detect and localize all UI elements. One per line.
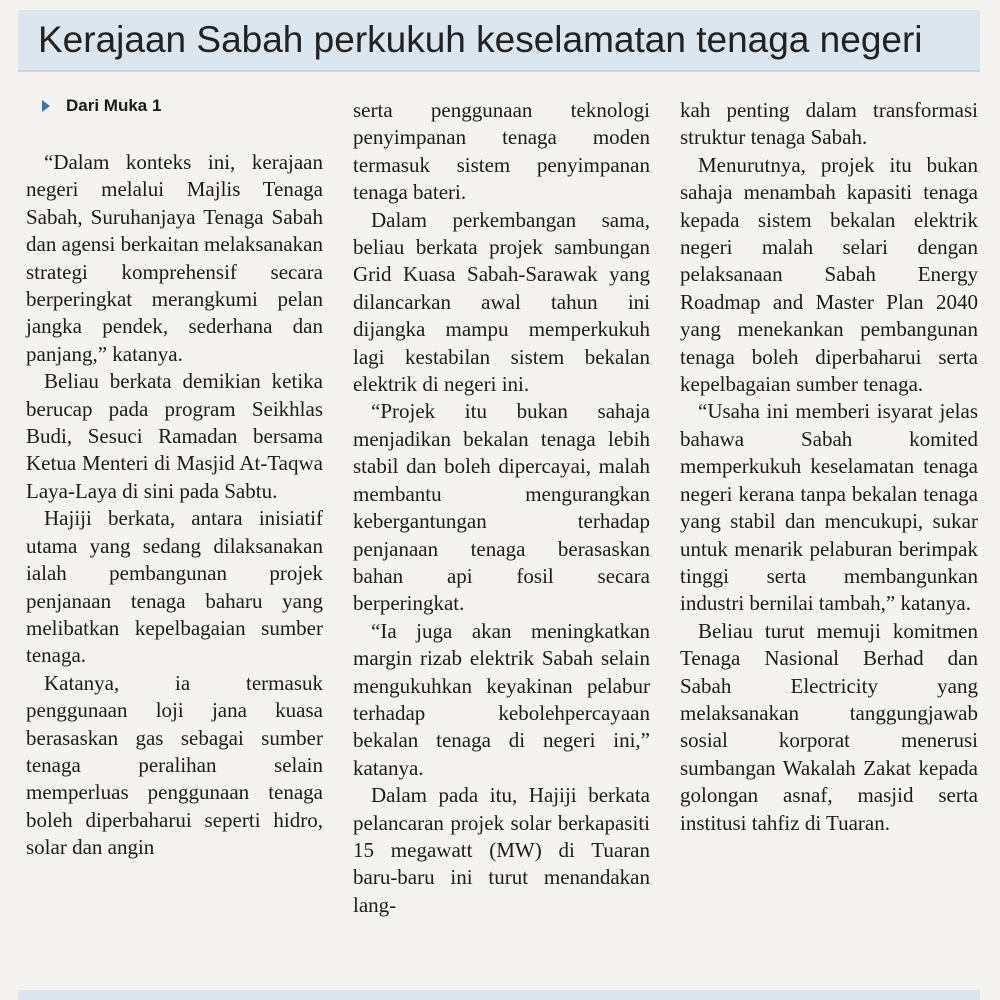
paragraph: Dalam perkembangan sama, beliau berkata projek sambungan Grid Kuasa Sabah-Sarawak yang dilancarkan awal tahun ini dijangka mampu memperkukuh lagi kestabilan sistem bekalan elektrik di negeri ini. bbox=[353, 207, 650, 397]
paragraph: “Usaha ini memberi isyarat jelas bahawa Sabah komited memperkukuh keselamatan tenaga negeri kerana tanpa bekalan tenaga yang stabil dan mencukupi, sukar untuk menarik pelaburan berimpak tinggi serta membangunkan industri bernilai tambah,” katanya. bbox=[680, 399, 978, 616]
paragraph: Dalam pada itu, Hajiji berkata pelancaran projek solar berkapasiti 15 megawatt (MW) di Tuaran baru-baru ini turut menandakan lang- bbox=[353, 783, 650, 917]
paragraph: Menurutnya, projek itu bukan sahaja menambah kapasiti tenaga kepada sistem bekalan elektrik negeri malah selari dengan pelaksanaan Sabah Energy Roadmap and Master Plan 2040 yang menekankan pembangunan tenaga boleh diperbaharui serta kepelbagaian sumber tenaga. bbox=[680, 152, 978, 397]
article-column-3 bbox=[680, 97, 978, 837]
paragraph: serta penggunaan teknologi penyimpanan tenaga moden termasuk sistem penyimpanan tenaga bateri. bbox=[353, 98, 650, 205]
headline-bar bbox=[18, 10, 980, 72]
headline: Kerajaan Sabah perkukuh keselamatan tenaga negeri bbox=[38, 19, 923, 60]
triangle-icon bbox=[42, 100, 50, 112]
bottom-bar bbox=[18, 990, 980, 1000]
continued-from-label: Dari Muka 1 bbox=[66, 96, 162, 115]
paragraph: Hajiji berkata, antara inisiatif utama yang sedang dilaksanakan ialah pembangunan projek penjanaan tenaga baharu yang melibatkan kepelbagaian sumber tenaga. bbox=[26, 506, 323, 668]
article-column-2 bbox=[353, 97, 650, 919]
paragraph: “Projek itu bukan sahaja menjadikan bekalan tenaga lebih stabil dan boleh dipercayai, malah membantu mengurangkan kebergantungan terhadap penjanaan tenaga berasaskan bahan api fosil secara berperingkat. bbox=[353, 399, 650, 616]
paragraph: “Dalam konteks ini, kerajaan negeri melalui Majlis Tenaga Sabah, Suruhanjaya Tenaga Sabah dan agensi berkaitan melaksanakan strategi komprehensif secara berperingkat merangkumi pelan jangka pendek, sederhana dan panjang,” katanya. bbox=[26, 150, 323, 366]
continued-from bbox=[42, 96, 161, 116]
paragraph: “Ia juga akan meningkatkan margin rizab elektrik Sabah selain mengukuhkan keyakinan pelabur terhadap kebolehpercayaan bekalan tenaga di negeri ini,” katanya. bbox=[353, 618, 650, 780]
paragraph: Katanya, ia termasuk penggunaan loji jana kuasa berasaskan gas sebagai sumber tenaga peralihan selain memperluas penggunaan tenaga boleh diperbaharui seperti hidro, solar dan angin bbox=[26, 670, 323, 860]
paragraph: Beliau berkata demikian ketika berucap pada program Seikhlas Budi, Sesuci Ramadan bersama Ketua Menteri di Masjid At-Taqwa Laya-Laya di sini pada Sabtu. bbox=[26, 369, 323, 503]
article-column-1 bbox=[26, 149, 323, 862]
paragraph: Beliau turut memuji komitmen Tenaga Nasional Berhad dan Sabah Electricity yang melaksanakan tanggungjawab sosial korporat menerusi sumbangan Wakalah Zakat kepada golongan asnaf, masjid serta institusi tahfiz di Tuaran. bbox=[680, 618, 978, 835]
paragraph: kah penting dalam transformasi struktur tenaga Sabah. bbox=[680, 98, 978, 150]
